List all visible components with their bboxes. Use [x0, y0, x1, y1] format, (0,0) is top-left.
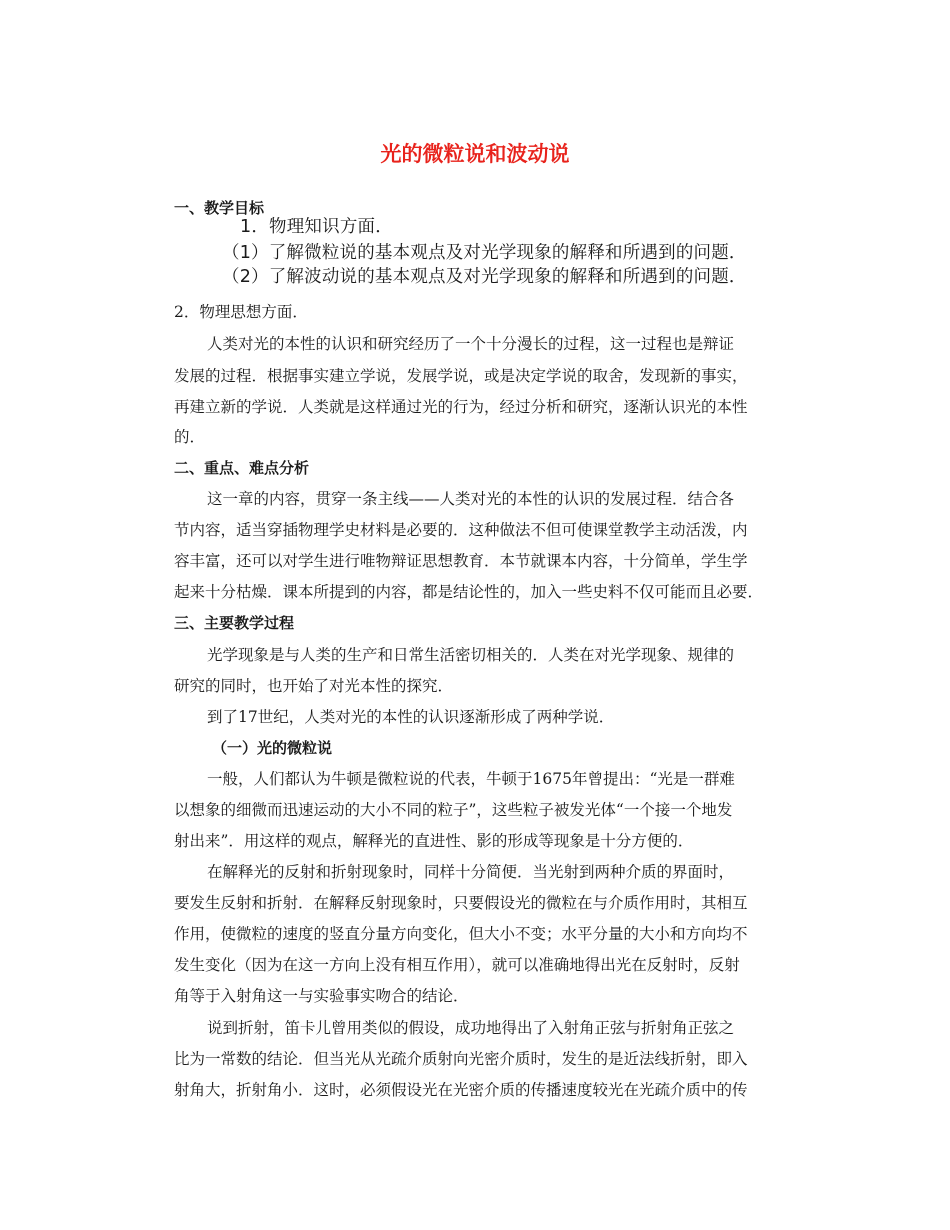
section-heading-key-points: 二、重点、难点分析	[174, 459, 310, 477]
paragraph-line: 射角大，折射角小．这时，必须假设光在光密介质的传播速度较光在光疏介质中的传	[174, 1081, 748, 1099]
paragraph-line: 光学现象是与人类的生产和日常生活密切相关的．人类在对光学现象、规律的	[207, 646, 735, 664]
section-heading-objectives: 一、教学目标	[174, 199, 265, 217]
paragraph-line: 射出来”．用这样的观点，解释光的直进性、影的形成等现象是十分方便的．	[174, 832, 694, 850]
paragraph-line: 研究的同时，也开始了对光本性的探究．	[174, 677, 454, 695]
paragraph-line: 起来十分枯燥．课本所提到的内容，都是结论性的，加入一些史料不仅可能而且必要．	[174, 583, 764, 601]
paragraph-line: 节内容，适当穿插物理学史材料是必要的．这种做法不但可使课堂教学主动活泼，内	[174, 521, 748, 539]
paragraph-line: 以想象的细微而迅速运动的大小不同的粒子”，这些粒子被发光体“一个接一个地发	[174, 801, 733, 819]
paragraph-line: 这一章的内容，贯穿一条主线——人类对光的本性的认识的发展过程．结合各	[207, 490, 735, 508]
paragraph-line: 说到折射，笛卡儿曾用类似的假设，成功地得出了入射角正弦与折射角正弦之	[207, 1019, 735, 1037]
objective-item-1: （1）了解微粒说的基本观点及对光学现象的解释和所遇到的问题．	[222, 243, 747, 263]
paragraph-line: 的．	[174, 428, 206, 446]
section-heading-teaching-process: 三、主要教学过程	[174, 614, 295, 632]
subsection-heading-corpuscular: （一）光的微粒说	[212, 739, 333, 757]
paragraph-line: 容丰富，还可以对学生进行唯物辩证思想教育．本节就课本内容，十分简单，学生学	[174, 552, 748, 570]
paragraph-line: 再建立新的学说．人类就是这样通过光的行为，经过分析和研究，逐渐认识光的本性	[174, 398, 748, 416]
paragraph-line: 发生变化（因为在这一方向上没有相互作用），就可以准确地得出光在反射时，反射	[174, 956, 740, 974]
paragraph-line: 比为一常数的结论．但当光从光疏介质射向光密介质时，发生的是近法线折射，即入	[174, 1050, 748, 1068]
paragraph-line: 到了17世纪，人类对光的本性的认识逐渐形成了两种学说．	[207, 708, 615, 726]
paragraph-line: 人类对光的本性的认识和研究经历了一个十分漫长的过程，这一过程也是辩证	[207, 335, 735, 353]
paragraph-line: 作用，使微粒的速度的竖直分量方向变化，但大小不变；水平分量的大小和方向均不	[174, 925, 748, 943]
paragraph-line: 要发生反射和折射．在解释反射现象时，只要假设光的微粒在与介质作用时，其相互	[174, 894, 748, 912]
paragraph-line: 角等于入射角这一与实验事实吻合的结论．	[174, 987, 469, 1005]
subheading-physics-knowledge: 1．物理知识方面．	[240, 217, 393, 237]
paragraph-line: 在解释光的反射和折射现象时，同样十分简便．当光射到两种介质的界面时，	[207, 863, 735, 881]
document-title: 光的微粒说和波动说	[380, 142, 570, 166]
paragraph-line: 一般，人们都认为牛顿是微粒说的代表，牛顿于1675年曾提出：“光是一群难	[207, 770, 735, 788]
objective-item-2: （2）了解波动说的基本观点及对光学现象的解释和所遇到的问题．	[222, 267, 747, 287]
paragraph-line: 发展的过程．根据事实建立学说，发展学说，或是决定学说的取舍，发现新的事实，	[174, 367, 748, 385]
subheading-physics-thinking: 2．物理思想方面．	[174, 303, 308, 321]
